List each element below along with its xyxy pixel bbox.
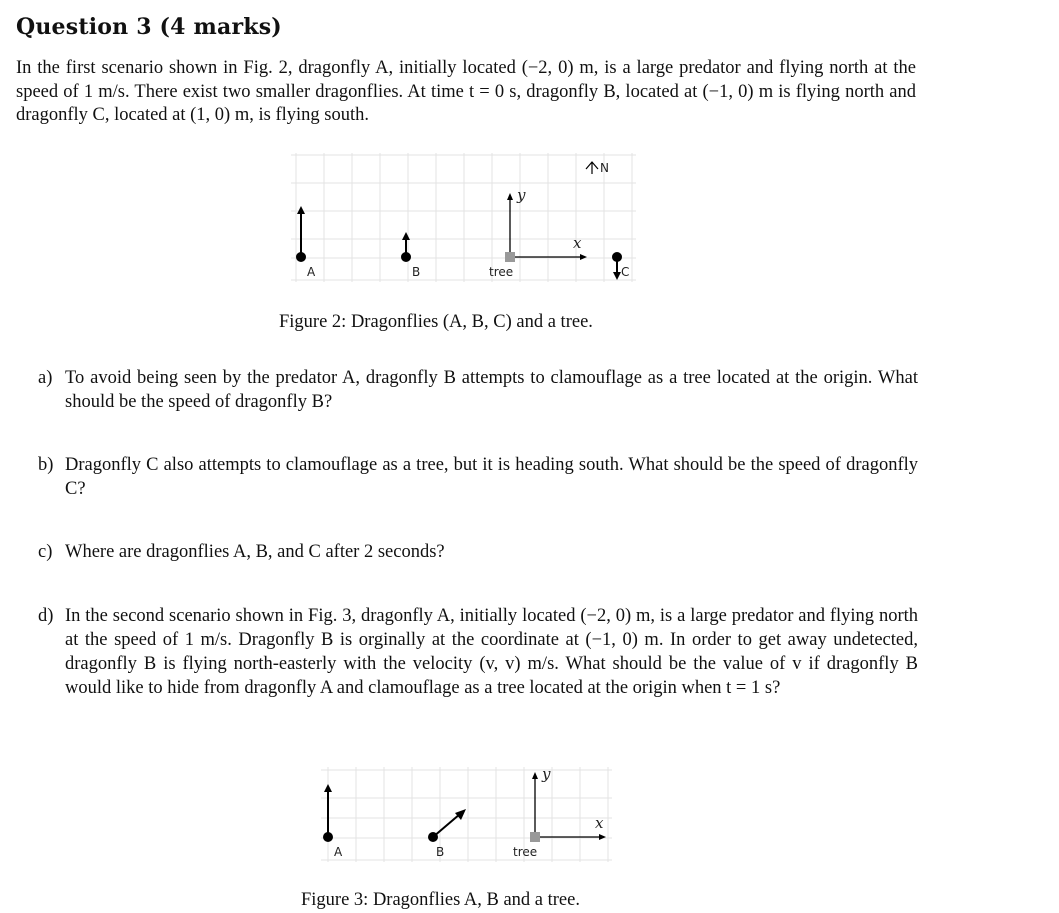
part-c xyxy=(38,540,918,564)
dragonfly-b-label: B xyxy=(412,265,421,279)
dragonfly-b-dot xyxy=(401,252,411,262)
fig3-dragonfly-b-velocity-arrow xyxy=(433,814,460,837)
fig3-x-axis-arrowhead xyxy=(599,834,606,840)
part-b-label: b) xyxy=(38,455,54,475)
part-d-label: d) xyxy=(38,606,54,626)
part-a xyxy=(38,366,918,414)
y-axis-label: y xyxy=(517,186,526,204)
question-heading: Question 3 (4 marks) xyxy=(16,14,282,40)
fig3-dragonfly-a-arrowhead xyxy=(324,784,332,792)
part-c-text: Where are dragonflies A, B, and C after 2 seconds? xyxy=(65,542,445,562)
part-d-text: In the second scenario shown in Fig. 3, dragonfly A, initially located (−2, 0) m, is a large predator and flying north at the speed of 1 m/s. Dragonfly B is orginally at the coordinate at (−1, 0) m. In order to get away undetected, dragonfly B is flying north-easterly with the velocity (v, v) m/s. What should be the value of v if dragonfly B would like to hide from dragonfly A and clamouflage as a tree located at the origin when t = 1 s? xyxy=(65,606,918,698)
tree-label: tree xyxy=(489,265,514,279)
dragonfly-b-arrowhead xyxy=(402,232,410,240)
figure-3 xyxy=(316,762,616,868)
figure-3-caption: Figure 3: Dragonflies A, B and a tree. xyxy=(301,890,580,910)
tree-marker xyxy=(505,252,515,262)
dragonfly-a-dot xyxy=(296,252,306,262)
fig3-dragonfly-a-label: A xyxy=(334,845,343,859)
fig3-dragonfly-a-dot xyxy=(323,832,333,842)
fig3-x-axis-label: x xyxy=(595,814,604,832)
dragonfly-c-label: C xyxy=(621,265,630,279)
fig3-tree-marker xyxy=(530,832,540,842)
figure-2 xyxy=(286,150,646,290)
fig3-dragonfly-b-dot xyxy=(428,832,438,842)
part-a-label: a) xyxy=(38,368,53,388)
y-axis-arrowhead xyxy=(507,193,513,200)
figure-3-grid xyxy=(321,767,612,862)
fig3-y-axis-arrowhead xyxy=(532,772,538,779)
fig3-dragonfly-b-label: B xyxy=(436,845,445,859)
figure-2-caption: Figure 2: Dragonflies (A, B, C) and a tree. xyxy=(279,312,593,332)
figure-2-grid xyxy=(291,153,636,282)
fig3-y-axis-label: y xyxy=(542,765,551,783)
intro-paragraph: In the first scenario shown in Fig. 2, dragonfly A, initially located (−2, 0) m, is a large predator and flying north at the speed of 1 m/s. There exist two smaller dragonflies. At time t = 0 s, dragonfly B, located at (−1, 0) m is flying north and dragonfly C, located at (1, 0) m, is flying south. xyxy=(16,58,916,125)
part-c-label: c) xyxy=(38,542,53,562)
part-b xyxy=(38,453,918,501)
dragonfly-a-label: A xyxy=(307,265,316,279)
north-label: N xyxy=(600,161,609,175)
part-a-text: To avoid being seen by the predator A, dragonfly B attempts to clamouflage as a tree located at the origin. What should be the speed of dragonfly B? xyxy=(65,368,918,412)
x-axis-label: x xyxy=(573,234,582,252)
part-d xyxy=(38,604,918,700)
dragonfly-a-arrowhead xyxy=(297,206,305,214)
dragonfly-c-arrowhead xyxy=(613,272,621,280)
x-axis-arrowhead xyxy=(580,254,587,260)
fig3-tree-label: tree xyxy=(513,845,538,859)
part-b-text: Dragonfly C also attempts to clamouflage as a tree, but it is heading south. What should be the speed of dragonfly C? xyxy=(65,455,918,499)
